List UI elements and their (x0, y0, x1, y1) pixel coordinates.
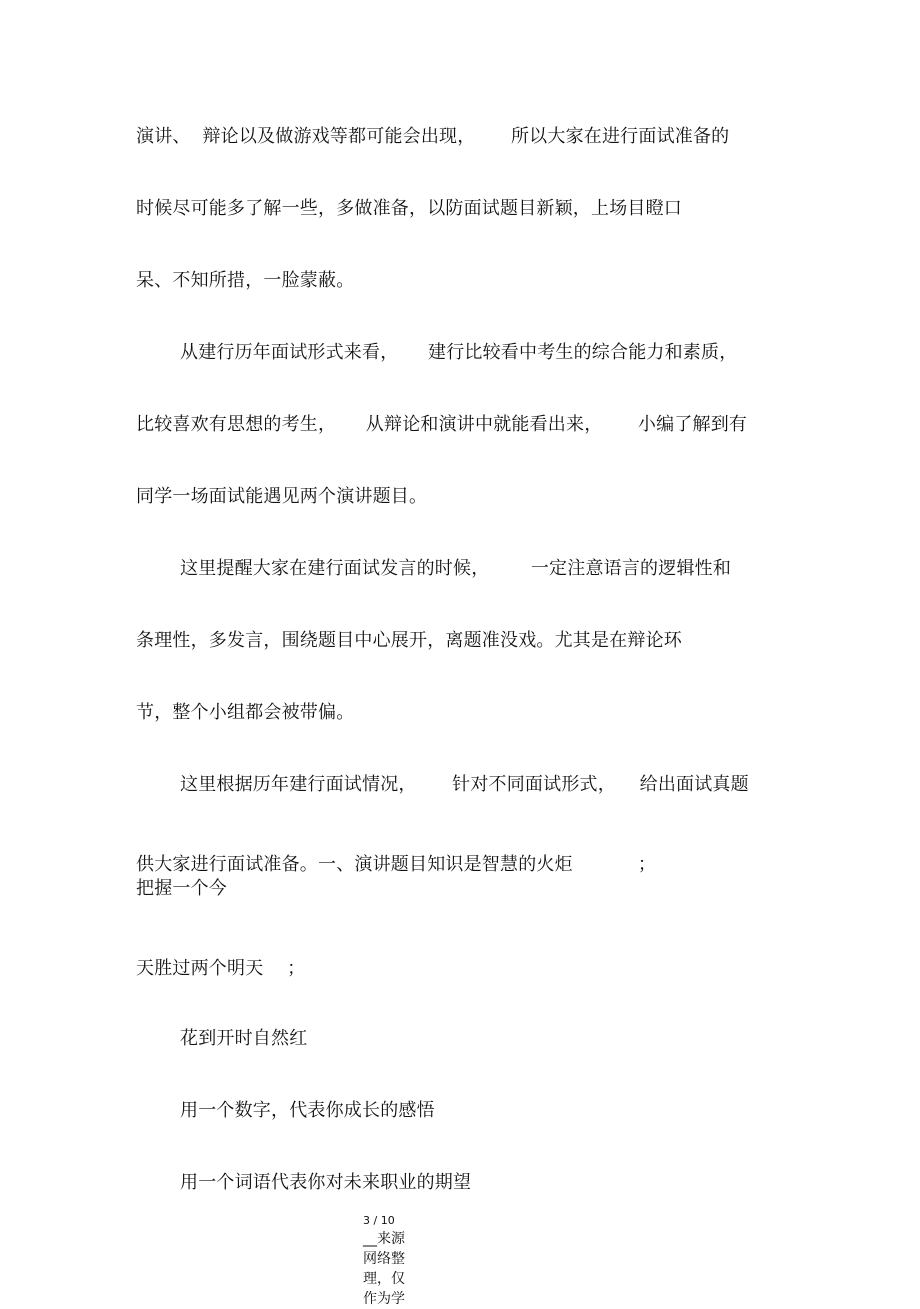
page-number: 3 / 10 (363, 1214, 395, 1227)
paragraph-line: 把握一个今 (136, 878, 227, 899)
paragraph-line: 演讲、 辩论以及做游戏等都可能会出现， 所以大家在进行面试准备的 (136, 126, 730, 147)
paragraph-line: 条理性，多发言，围绕题目中心展开，离题准没戏。尤其是在辩论环 (136, 630, 682, 651)
paragraph-line: 同学一场面试能遇见两个演讲题目。 (136, 486, 428, 507)
paragraph-line: 比较喜欢有思想的考生， 从辩论和演讲中就能看出来， 小编了解到有 (136, 414, 748, 435)
paragraph-line: 从建行历年面试形式来看， 建行比较看中考生的综合能力和素质， (180, 342, 738, 363)
paragraph-line: 天胜过两个明天 ； (136, 958, 306, 979)
page-footer (363, 1213, 423, 1309)
paragraph-line: 供大家进行面试准备。一、演讲题目知识是智慧的火炬 ； (136, 854, 657, 875)
source-note-line: 作为学 (363, 1291, 405, 1307)
paragraph-line: 这里提醒大家在建行面试发言的时候， 一定注意语言的逻辑性和 (180, 558, 732, 579)
source-note-line: 理，仅 (363, 1271, 405, 1287)
list-item: 用一个数字，代表你成长的感悟 (180, 1100, 435, 1121)
list-item: 花到开时自然红 (180, 1028, 308, 1049)
source-note-line: 网络整 (363, 1251, 405, 1267)
paragraph-line: 节，整个小组都会被带偏。 (136, 702, 355, 723)
paragraph-line: 呆、不知所措，一脸蒙蔽。 (136, 270, 355, 291)
source-note-line: __来源 (363, 1231, 405, 1247)
list-item: 用一个词语代表你对未来职业的期望 (180, 1172, 472, 1193)
paragraph-line: 时候尽可能多了解一些，多做准备，以防面试题目新颖，上场目瞪口 (136, 198, 682, 219)
paragraph-line: 这里根据历年建行面试情况， 针对不同面试形式， 给出面试真题 (180, 774, 749, 795)
